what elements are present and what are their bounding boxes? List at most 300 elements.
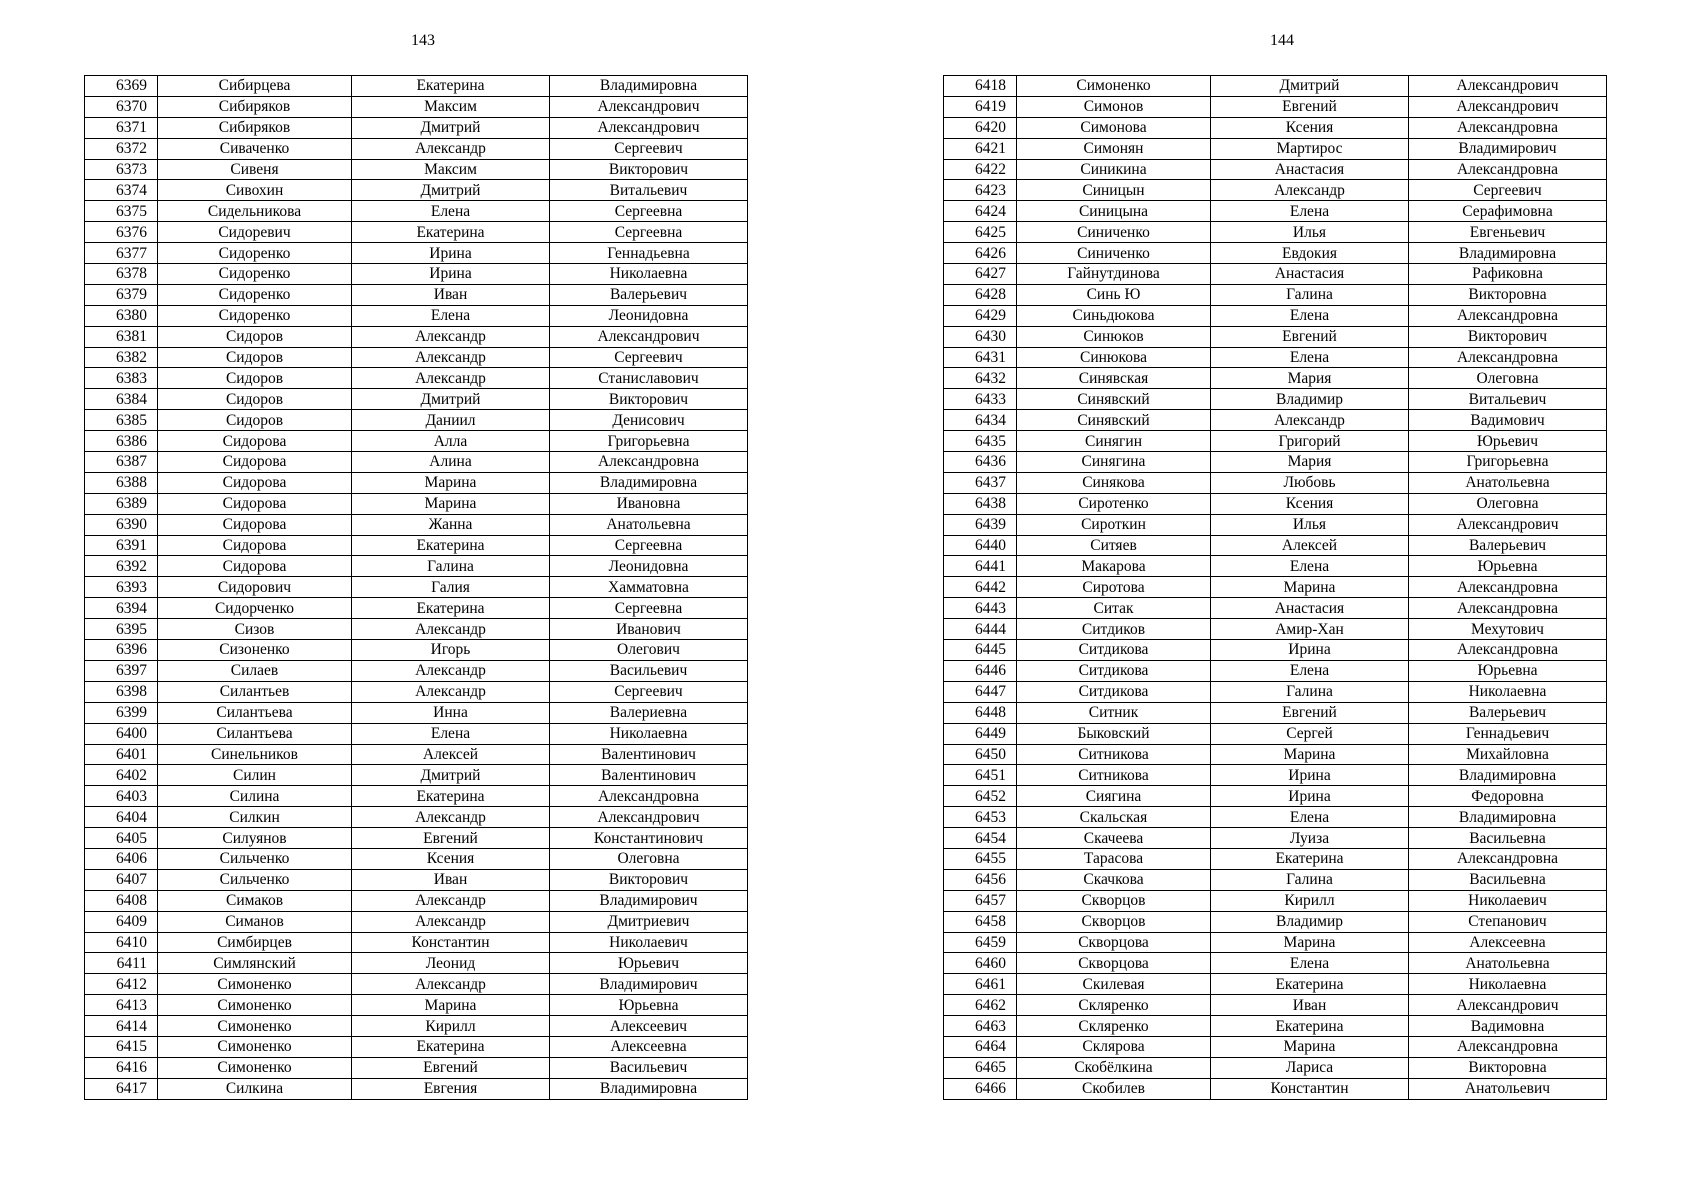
first-name-cell: Константин <box>1211 1078 1409 1099</box>
row-number-cell: 6453 <box>944 807 1017 828</box>
table-row <box>85 1016 748 1037</box>
last-name-cell: Синьдюкова <box>1017 305 1211 326</box>
last-name-cell: Сизоненко <box>158 640 352 661</box>
first-name-cell: Александр <box>1211 180 1409 201</box>
last-name-cell: Симоненко <box>158 995 352 1016</box>
patronymic-cell: Сергеевич <box>1409 180 1607 201</box>
last-name-cell: Синиченко <box>1017 222 1211 243</box>
first-name-cell: Евгения <box>352 1078 550 1099</box>
patronymic-cell: Вадимович <box>1409 410 1607 431</box>
row-number-cell: 6388 <box>85 472 158 493</box>
patronymic-cell: Валерьевич <box>550 284 748 305</box>
row-number-cell: 6408 <box>85 890 158 911</box>
table-row <box>944 1036 1607 1057</box>
table-row <box>944 431 1607 452</box>
row-number-cell: 6402 <box>85 765 158 786</box>
patronymic-cell: Александровна <box>1409 640 1607 661</box>
first-name-cell: Ирина <box>352 243 550 264</box>
table-row <box>944 869 1607 890</box>
first-name-cell: Екатерина <box>352 1036 550 1057</box>
table-row <box>85 201 748 222</box>
row-number-cell: 6391 <box>85 535 158 556</box>
first-name-cell: Галина <box>352 556 550 577</box>
table-row <box>85 117 748 138</box>
last-name-cell: Ситдикова <box>1017 660 1211 681</box>
last-name-cell: Скляренко <box>1017 1016 1211 1037</box>
last-name-cell: Скворцов <box>1017 890 1211 911</box>
page-number-143: 143 <box>411 32 435 49</box>
first-name-cell: Александр <box>352 138 550 159</box>
last-name-cell: Макарова <box>1017 556 1211 577</box>
last-name-cell: Синикина <box>1017 159 1211 180</box>
first-name-cell: Марина <box>1211 577 1409 598</box>
first-name-cell: Сергей <box>1211 723 1409 744</box>
patronymic-cell: Николаевна <box>1409 974 1607 995</box>
first-name-cell: Елена <box>1211 201 1409 222</box>
last-name-cell: Сибиряков <box>158 117 352 138</box>
table-row <box>85 410 748 431</box>
table-row <box>944 201 1607 222</box>
table-row <box>85 556 748 577</box>
first-name-cell: Марина <box>352 995 550 1016</box>
patronymic-cell: Олегович <box>550 640 748 661</box>
table-row <box>85 974 748 995</box>
table-row <box>85 681 748 702</box>
row-number-cell: 6411 <box>85 953 158 974</box>
patronymic-cell: Валерьевич <box>1409 702 1607 723</box>
table-row <box>85 305 748 326</box>
first-name-cell: Галия <box>352 577 550 598</box>
table-row <box>85 640 748 661</box>
first-name-cell: Александр <box>352 347 550 368</box>
table-row <box>944 995 1607 1016</box>
row-number-cell: 6399 <box>85 702 158 723</box>
first-name-cell: Инна <box>352 702 550 723</box>
last-name-cell: Скобилев <box>1017 1078 1211 1099</box>
last-name-cell: Сиротова <box>1017 577 1211 598</box>
last-name-cell: Сивохин <box>158 180 352 201</box>
row-number-cell: 6383 <box>85 368 158 389</box>
last-name-cell: Сидоров <box>158 368 352 389</box>
row-number-cell: 6396 <box>85 640 158 661</box>
table-row <box>944 702 1607 723</box>
last-name-cell: Скальская <box>1017 807 1211 828</box>
last-name-cell: Сидорова <box>158 556 352 577</box>
patronymic-cell: Денисович <box>550 410 748 431</box>
row-number-cell: 6376 <box>85 222 158 243</box>
first-name-cell: Кирилл <box>1211 890 1409 911</box>
first-name-cell: Анастасия <box>1211 598 1409 619</box>
patronymic-cell: Александрович <box>550 326 748 347</box>
table-row <box>85 180 748 201</box>
table-row <box>944 535 1607 556</box>
patronymic-cell: Владимирович <box>1409 138 1607 159</box>
patronymic-cell: Владимировна <box>550 1078 748 1099</box>
first-name-cell: Евгений <box>1211 326 1409 347</box>
table-row <box>944 389 1607 410</box>
patronymic-cell: Николаевич <box>1409 890 1607 911</box>
first-name-cell: Ирина <box>1211 786 1409 807</box>
first-name-cell: Игорь <box>352 640 550 661</box>
table-row <box>85 493 748 514</box>
last-name-cell: Синягина <box>1017 452 1211 473</box>
row-number-cell: 6420 <box>944 117 1017 138</box>
patronymic-cell: Валериевна <box>550 702 748 723</box>
row-number-cell: 6401 <box>85 744 158 765</box>
table-row <box>944 640 1607 661</box>
table-row <box>85 1057 748 1078</box>
first-name-cell: Иван <box>352 284 550 305</box>
last-name-cell: Симоненко <box>1017 76 1211 97</box>
patronymic-cell: Владимировна <box>1409 243 1607 264</box>
row-number-cell: 6386 <box>85 431 158 452</box>
table-row <box>944 159 1607 180</box>
patronymic-cell: Александрович <box>550 96 748 117</box>
last-name-cell: Сидорченко <box>158 598 352 619</box>
table-row <box>944 786 1607 807</box>
patronymic-cell: Владимировна <box>550 472 748 493</box>
first-name-cell: Алла <box>352 431 550 452</box>
row-number-cell: 6416 <box>85 1057 158 1078</box>
last-name-cell: Симонян <box>1017 138 1211 159</box>
last-name-cell: Симонов <box>1017 96 1211 117</box>
table-row <box>85 284 748 305</box>
first-name-cell: Екатерина <box>352 786 550 807</box>
first-name-cell: Владимир <box>1211 389 1409 410</box>
first-name-cell: Мартирос <box>1211 138 1409 159</box>
row-number-cell: 6419 <box>944 96 1017 117</box>
row-number-cell: 6413 <box>85 995 158 1016</box>
row-number-cell: 6443 <box>944 598 1017 619</box>
row-number-cell: 6410 <box>85 932 158 953</box>
table-row <box>944 76 1607 97</box>
row-number-cell: 6462 <box>944 995 1017 1016</box>
first-name-cell: Екатерина <box>352 76 550 97</box>
patronymic-cell: Алексеевич <box>550 1016 748 1037</box>
patronymic-cell: Александровна <box>1409 1036 1607 1057</box>
row-number-cell: 6423 <box>944 180 1017 201</box>
first-name-cell: Григорий <box>1211 431 1409 452</box>
patronymic-cell: Александровна <box>1409 577 1607 598</box>
first-name-cell: Максим <box>352 96 550 117</box>
patronymic-cell: Викторович <box>550 389 748 410</box>
last-name-cell: Сильченко <box>158 869 352 890</box>
last-name-cell: Силин <box>158 765 352 786</box>
last-name-cell: Симанов <box>158 911 352 932</box>
table-row <box>944 911 1607 932</box>
row-number-cell: 6406 <box>85 848 158 869</box>
first-name-cell: Елена <box>1211 953 1409 974</box>
row-number-cell: 6390 <box>85 514 158 535</box>
first-name-cell: Дмитрий <box>1211 76 1409 97</box>
patronymic-cell: Геннадьевич <box>1409 723 1607 744</box>
patronymic-cell: Евгеньевич <box>1409 222 1607 243</box>
table-row <box>944 974 1607 995</box>
table-row <box>944 1016 1607 1037</box>
last-name-cell: Скворцова <box>1017 953 1211 974</box>
first-name-cell: Марина <box>352 493 550 514</box>
table-row <box>85 1078 748 1099</box>
patronymic-cell: Александровна <box>1409 848 1607 869</box>
row-number-cell: 6417 <box>85 1078 158 1099</box>
first-name-cell: Евдокия <box>1211 243 1409 264</box>
table-row <box>85 514 748 535</box>
first-name-cell: Дмитрий <box>352 180 550 201</box>
last-name-cell: Тарасова <box>1017 848 1211 869</box>
first-name-cell: Иван <box>352 869 550 890</box>
patronymic-cell: Сергеевна <box>550 598 748 619</box>
table-row <box>85 723 748 744</box>
patronymic-cell: Дмитриевич <box>550 911 748 932</box>
patronymic-cell: Сергеевич <box>550 347 748 368</box>
patronymic-cell: Александрович <box>1409 76 1607 97</box>
row-number-cell: 6436 <box>944 452 1017 473</box>
first-name-cell: Любовь <box>1211 472 1409 493</box>
table-row <box>85 848 748 869</box>
first-name-cell: Екатерина <box>352 598 550 619</box>
patronymic-cell: Александрович <box>550 807 748 828</box>
patronymic-cell: Анатольевич <box>1409 1078 1607 1099</box>
first-name-cell: Ксения <box>1211 493 1409 514</box>
table-row <box>85 1036 748 1057</box>
patronymic-cell: Валентинович <box>550 744 748 765</box>
table-row <box>85 995 748 1016</box>
table-row <box>85 347 748 368</box>
last-name-cell: Сильченко <box>158 848 352 869</box>
row-number-cell: 6450 <box>944 744 1017 765</box>
last-name-cell: Склярова <box>1017 1036 1211 1057</box>
last-name-cell: Сидоренко <box>158 284 352 305</box>
row-number-cell: 6455 <box>944 848 1017 869</box>
first-name-cell: Евгений <box>1211 702 1409 723</box>
row-number-cell: 6373 <box>85 159 158 180</box>
patronymic-cell: Олеговна <box>550 848 748 869</box>
last-name-cell: Скворцова <box>1017 932 1211 953</box>
table-row <box>85 452 748 473</box>
last-name-cell: Сибиряков <box>158 96 352 117</box>
table-row <box>944 681 1607 702</box>
last-name-cell: Синявская <box>1017 368 1211 389</box>
first-name-cell: Александр <box>352 890 550 911</box>
first-name-cell: Илья <box>1211 222 1409 243</box>
table-row <box>85 828 748 849</box>
first-name-cell: Александр <box>352 974 550 995</box>
row-number-cell: 6454 <box>944 828 1017 849</box>
row-number-cell: 6393 <box>85 577 158 598</box>
last-name-cell: Симбирцев <box>158 932 352 953</box>
first-name-cell: Анастасия <box>1211 264 1409 285</box>
first-name-cell: Дмитрий <box>352 117 550 138</box>
table-row <box>85 472 748 493</box>
patronymic-cell: Степанович <box>1409 911 1607 932</box>
first-name-cell: Галина <box>1211 869 1409 890</box>
table-row <box>85 222 748 243</box>
last-name-cell: Скачкова <box>1017 869 1211 890</box>
patronymic-cell: Викторович <box>550 869 748 890</box>
patronymic-cell: Витальевич <box>550 180 748 201</box>
patronymic-cell: Станиславович <box>550 368 748 389</box>
first-name-cell: Илья <box>1211 514 1409 535</box>
table-row <box>85 660 748 681</box>
row-number-cell: 6459 <box>944 932 1017 953</box>
row-number-cell: 6375 <box>85 201 158 222</box>
patronymic-cell: Алексеевна <box>1409 932 1607 953</box>
table-row <box>85 76 748 97</box>
first-name-cell: Александр <box>352 619 550 640</box>
first-name-cell: Леонид <box>352 953 550 974</box>
row-number-cell: 6405 <box>85 828 158 849</box>
last-name-cell: Сидоренко <box>158 243 352 264</box>
last-name-cell: Сидорова <box>158 514 352 535</box>
table-row <box>944 765 1607 786</box>
patronymic-cell: Федоровна <box>1409 786 1607 807</box>
last-name-cell: Сидорович <box>158 577 352 598</box>
patronymic-cell: Анатольевна <box>550 514 748 535</box>
patronymic-cell: Александровна <box>1409 117 1607 138</box>
first-name-cell: Екатерина <box>1211 1016 1409 1037</box>
patronymic-cell: Сергеевна <box>550 201 748 222</box>
table-row <box>85 243 748 264</box>
first-name-cell: Екатерина <box>352 535 550 556</box>
first-name-cell: Амир-Хан <box>1211 619 1409 640</box>
row-number-cell: 6422 <box>944 159 1017 180</box>
patronymic-cell: Анатольевна <box>1409 472 1607 493</box>
row-number-cell: 6374 <box>85 180 158 201</box>
row-number-cell: 6415 <box>85 1036 158 1057</box>
row-number-cell: 6397 <box>85 660 158 681</box>
table-row <box>85 96 748 117</box>
last-name-cell: Сидорова <box>158 431 352 452</box>
first-name-cell: Евгений <box>352 828 550 849</box>
last-name-cell: Синь Ю <box>1017 284 1211 305</box>
table-row <box>944 744 1607 765</box>
row-number-cell: 6463 <box>944 1016 1017 1037</box>
first-name-cell: Галина <box>1211 284 1409 305</box>
row-number-cell: 6448 <box>944 702 1017 723</box>
table-row <box>944 723 1607 744</box>
last-name-cell: Скворцов <box>1017 911 1211 932</box>
row-number-cell: 6464 <box>944 1036 1017 1057</box>
first-name-cell: Ирина <box>1211 765 1409 786</box>
first-name-cell: Галина <box>1211 681 1409 702</box>
table-row <box>944 347 1607 368</box>
patronymic-cell: Александровна <box>1409 159 1607 180</box>
table-row <box>944 953 1607 974</box>
row-number-cell: 6425 <box>944 222 1017 243</box>
table-row <box>944 598 1607 619</box>
row-number-cell: 6444 <box>944 619 1017 640</box>
first-name-cell: Дмитрий <box>352 389 550 410</box>
last-name-cell: Синявский <box>1017 410 1211 431</box>
table-row <box>85 431 748 452</box>
patronymic-cell: Владимирович <box>550 890 748 911</box>
row-number-cell: 6429 <box>944 305 1017 326</box>
last-name-cell: Сидорова <box>158 472 352 493</box>
table-row <box>944 577 1607 598</box>
table-row <box>85 138 748 159</box>
table-row <box>944 222 1607 243</box>
patronymic-cell: Александровна <box>1409 305 1607 326</box>
first-name-cell: Ксения <box>1211 117 1409 138</box>
last-name-cell: Быковский <box>1017 723 1211 744</box>
patronymic-cell: Николаевна <box>550 723 748 744</box>
first-name-cell: Евгений <box>352 1057 550 1078</box>
last-name-cell: Ситдиков <box>1017 619 1211 640</box>
last-name-cell: Симоненко <box>158 1057 352 1078</box>
last-name-cell: Скилевая <box>1017 974 1211 995</box>
row-number-cell: 6461 <box>944 974 1017 995</box>
row-number-cell: 6384 <box>85 389 158 410</box>
last-name-cell: Гайнутдинова <box>1017 264 1211 285</box>
patronymic-cell: Валентинович <box>550 765 748 786</box>
last-name-cell: Силантьев <box>158 681 352 702</box>
last-name-cell: Симоненко <box>158 1016 352 1037</box>
first-name-cell: Елена <box>1211 347 1409 368</box>
patronymic-cell: Александрович <box>550 117 748 138</box>
last-name-cell: Сидоров <box>158 326 352 347</box>
row-number-cell: 6418 <box>944 76 1017 97</box>
first-name-cell: Елена <box>352 723 550 744</box>
last-name-cell: Силина <box>158 786 352 807</box>
first-name-cell: Марина <box>1211 744 1409 765</box>
patronymic-cell: Витальевич <box>1409 389 1607 410</box>
table-row <box>85 911 748 932</box>
row-number-cell: 6438 <box>944 493 1017 514</box>
row-number-cell: 6421 <box>944 138 1017 159</box>
last-name-cell: Синюков <box>1017 326 1211 347</box>
first-name-cell: Ирина <box>352 264 550 285</box>
first-name-cell: Александр <box>352 660 550 681</box>
table-row <box>85 535 748 556</box>
row-number-cell: 6392 <box>85 556 158 577</box>
row-number-cell: 6400 <box>85 723 158 744</box>
table-row <box>85 953 748 974</box>
last-name-cell: Скачеева <box>1017 828 1211 849</box>
table-row <box>85 890 748 911</box>
patronymic-cell: Александровна <box>550 452 748 473</box>
patronymic-cell: Юрьевич <box>1409 431 1607 452</box>
row-number-cell: 6440 <box>944 535 1017 556</box>
patronymic-cell: Александрович <box>1409 96 1607 117</box>
table-row <box>944 180 1607 201</box>
first-name-cell: Константин <box>352 932 550 953</box>
first-name-cell: Марина <box>1211 932 1409 953</box>
row-number-cell: 6377 <box>85 243 158 264</box>
table-row <box>85 869 748 890</box>
first-name-cell: Лариса <box>1211 1057 1409 1078</box>
last-name-cell: Сидорова <box>158 493 352 514</box>
first-name-cell: Кирилл <box>352 1016 550 1037</box>
first-name-cell: Дмитрий <box>352 765 550 786</box>
last-name-cell: Сиротенко <box>1017 493 1211 514</box>
last-name-cell: Ситникова <box>1017 744 1211 765</box>
table-row <box>944 660 1607 681</box>
first-name-cell: Александр <box>352 807 550 828</box>
row-number-cell: 6441 <box>944 556 1017 577</box>
first-name-cell: Ксения <box>352 848 550 869</box>
row-number-cell: 6432 <box>944 368 1017 389</box>
table-row <box>944 368 1607 389</box>
row-number-cell: 6407 <box>85 869 158 890</box>
row-number-cell: 6446 <box>944 660 1017 681</box>
patronymic-cell: Владимировна <box>1409 765 1607 786</box>
first-name-cell: Елена <box>1211 807 1409 828</box>
last-name-cell: Сидорова <box>158 535 352 556</box>
last-name-cell: Сидоров <box>158 389 352 410</box>
last-name-cell: Сидоров <box>158 410 352 431</box>
table-row <box>944 932 1607 953</box>
row-number-cell: 6381 <box>85 326 158 347</box>
